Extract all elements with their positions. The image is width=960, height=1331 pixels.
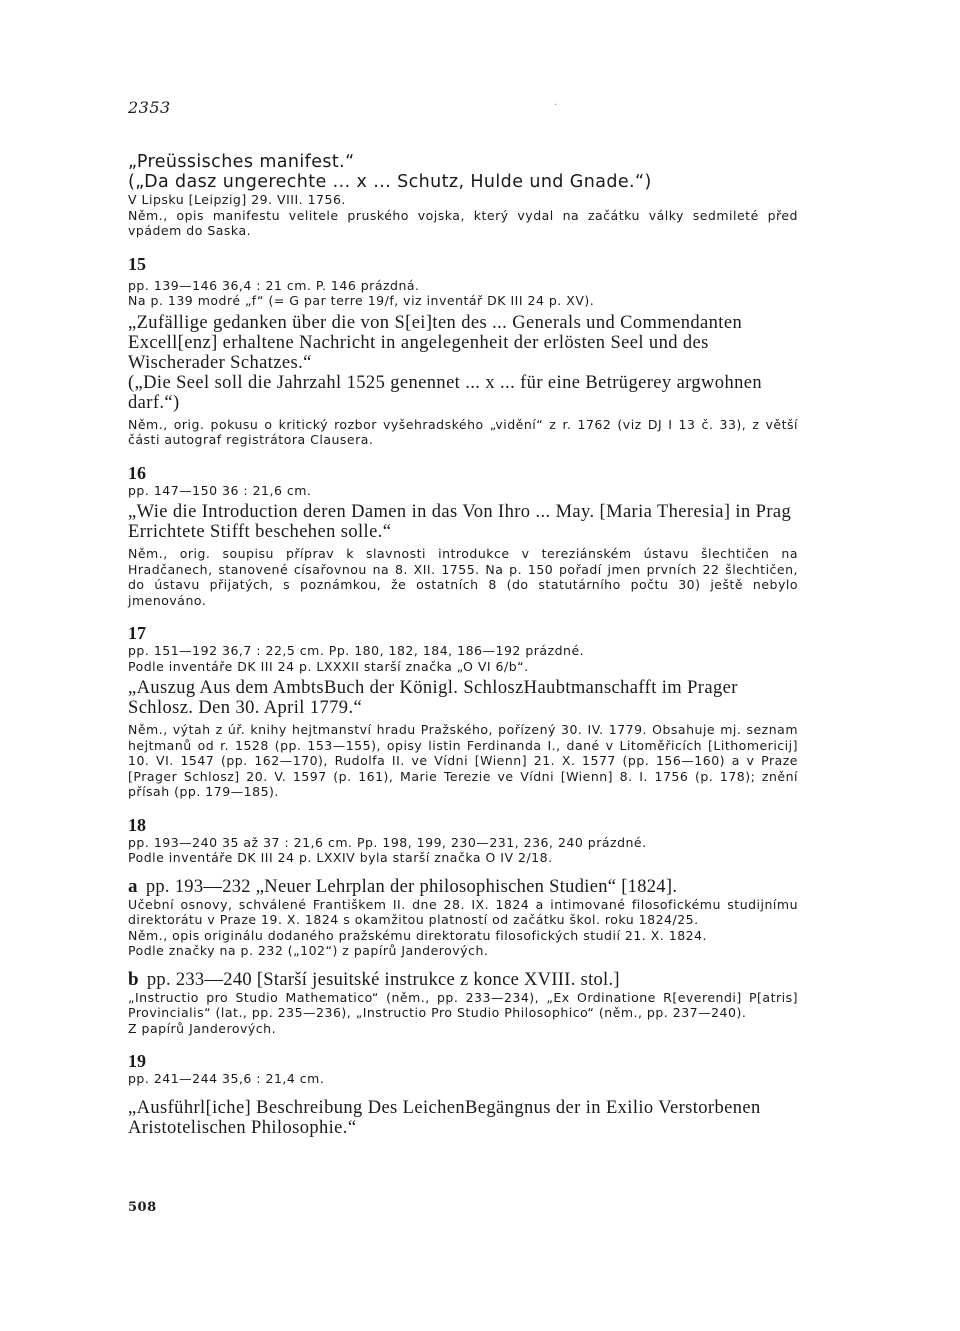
page-number-bottom: 508 <box>128 1200 157 1215</box>
entry-title: „Wie die Introduction deren Damen in das Von Ihro ... May. [Maria Theresia] in Prag Errichtete Stifft beschehen solle.“ <box>128 502 792 542</box>
subentry-heading-text: pp. 233—240 [Starší jesuitské instrukce z konce XVIII. stol.] <box>146 969 620 990</box>
entry-number: 19 <box>128 1051 146 1071</box>
subentry-heading-text: pp. 193—232 „Neuer Lehrplan der philosophischen Studien“ [1824]. <box>145 876 678 897</box>
entry-note: Podle inventáře DK III 24 p. LXXXII starší značka „O VI 6/b“. <box>128 658 529 674</box>
subentry-letter: a <box>128 875 138 897</box>
subentry-note: Z papírů Janderových. <box>128 1020 277 1036</box>
subentry-note: Podle značky na p. 232 („102“) z papírů Janderových. <box>128 943 489 958</box>
entry-note: V Lipsku [Leipzig] 29. VIII. 1756. <box>128 192 346 207</box>
entry-incipit: („Da dasz ungerechte ... x ... Schutz, Hulde und Gnade.“) <box>128 172 652 192</box>
subentry-letter: b <box>128 968 139 990</box>
page-number-top: 2353 <box>128 98 171 117</box>
entry-incipit: („Die Seel soll die Jahrzahl 1525 genennet ... x ... für eine Betrügerey argwohnen darf.“) <box>128 372 763 413</box>
entry-number: 18 <box>128 814 146 835</box>
entry-note: Podle inventáře DK III 24 p. LXXIV byla starší značka O IV 2/18. <box>128 850 553 865</box>
entry-note: Něm., orig. soupisu příprav k slavnosti introdukce v tereziánském ústavu šlechtičen na Hradčanech, stanovené císařovnou na 8. XII. 1755. Na p. 150 pořadí jmen prvních 22 šlechtičen, do ústavu přijatých, s poznámkou, že ostatních 8 (do statutárního počtu 30) ještě nebylo jmenováno. <box>128 546 798 608</box>
entry-number: 15 <box>128 253 146 274</box>
subentry-heading-b <box>128 970 798 990</box>
entry-note: pp. 147—150 36 : 21,6 cm. <box>128 482 312 498</box>
entry-note: pp. 241—244 35,6 : 21,4 cm. <box>128 1071 325 1086</box>
entry-title: „Auszug Aus dem AmbtsBuch der Königl. SchloszHaubtmanschafft im Prager Schlosz. Den 30. April 1779.“ <box>128 678 738 718</box>
subentry-note: Učební osnovy, schválené Františkem II. dne 28. IX. 1824 a intimované filosofickému studijnímu direktorátu v Praze 19. X. 1824 s okamžitou platností od začátku škol. roku 1824/25. <box>128 896 798 927</box>
entry-number: 16 <box>128 462 146 483</box>
entry-note: Něm., opis manifestu velitele pruského vojska, který vydal na začátku války sedmileté před vpádem do Saska. <box>128 207 798 238</box>
scan-speck: · <box>554 100 558 111</box>
entry-note: pp. 139—146 36,4 : 21 cm. P. 146 prázdná. <box>128 277 420 293</box>
entry-title: „Ausführl[iche] Beschreibung Des LeichenBegängnus der in Exilio Verstorbenen Aristotelischen Philosophie.“ <box>128 1097 761 1138</box>
entry-note: pp. 193—240 35 až 37 : 21,6 cm. Pp. 198, 199, 230—231, 236, 240 prázdné. <box>128 834 647 850</box>
page-content <box>128 152 798 1138</box>
entry-note: Něm., orig. pokusu o kritický rozbor vyšehradského „vidění“ z r. 1762 (viz DJ I 13 č. 33), z větší části autograf registrátora Clausera. <box>128 416 798 447</box>
entry-number: 17 <box>128 623 146 643</box>
entry-note: pp. 151—192 36,7 : 22,5 cm. Pp. 180, 182, 184, 186—192 prázdné. <box>128 643 585 658</box>
entry-title: „Zufällige gedanken über die von S[ei]ten des ... Generals und Commendanten Excell[enz] erhaltene Nachricht in angelegenheit der erlösten Seel und des Wischerader Schatzes.“ <box>128 312 743 373</box>
subentry-note: „Instructio pro Studio Mathematico“ (něm., pp. 233—234), „Ex Ordinatione R[everendi] P[atris] Provincialis“ (lat., pp. 235—236), „Instructio Pro Studio Philosophico“ (něm., pp. 237—240). <box>128 989 798 1020</box>
subentry-note: Něm., opis originálu dodaného pražskému direktoratu filosofických studií 21. X. 1824. <box>128 927 708 943</box>
subentry-heading-a <box>128 877 798 897</box>
entry-title: „Preüssisches manifest.“ <box>128 152 355 172</box>
entry-note: Na p. 139 modré „f“ (= G par terre 19/f, viz inventář DK III 24 p. XV). <box>128 293 595 308</box>
entry-note: Něm., výtah z úř. knihy hejtmanství hradu Pražského, pořízený 30. IV. 1779. Obsahuje mj. seznam hejtmanů od r. 1528 (pp. 153—155), opisy listin Ferdinanda I., dané v Litoměřicích [Lithomericij] 10. VI. 1547 (pp. 162—170), Rudolfa II. ve Vídni [Wienn] 21. X. 1577 (pp. 156—160) a v Praze [Prager Schlosz] 20. V. 1597 (p. 161), Marie Terezie ve Vídni [Wienn] 8. I. 1756 (p. 178); znění přísah (pp. 179—185). <box>128 722 798 799</box>
